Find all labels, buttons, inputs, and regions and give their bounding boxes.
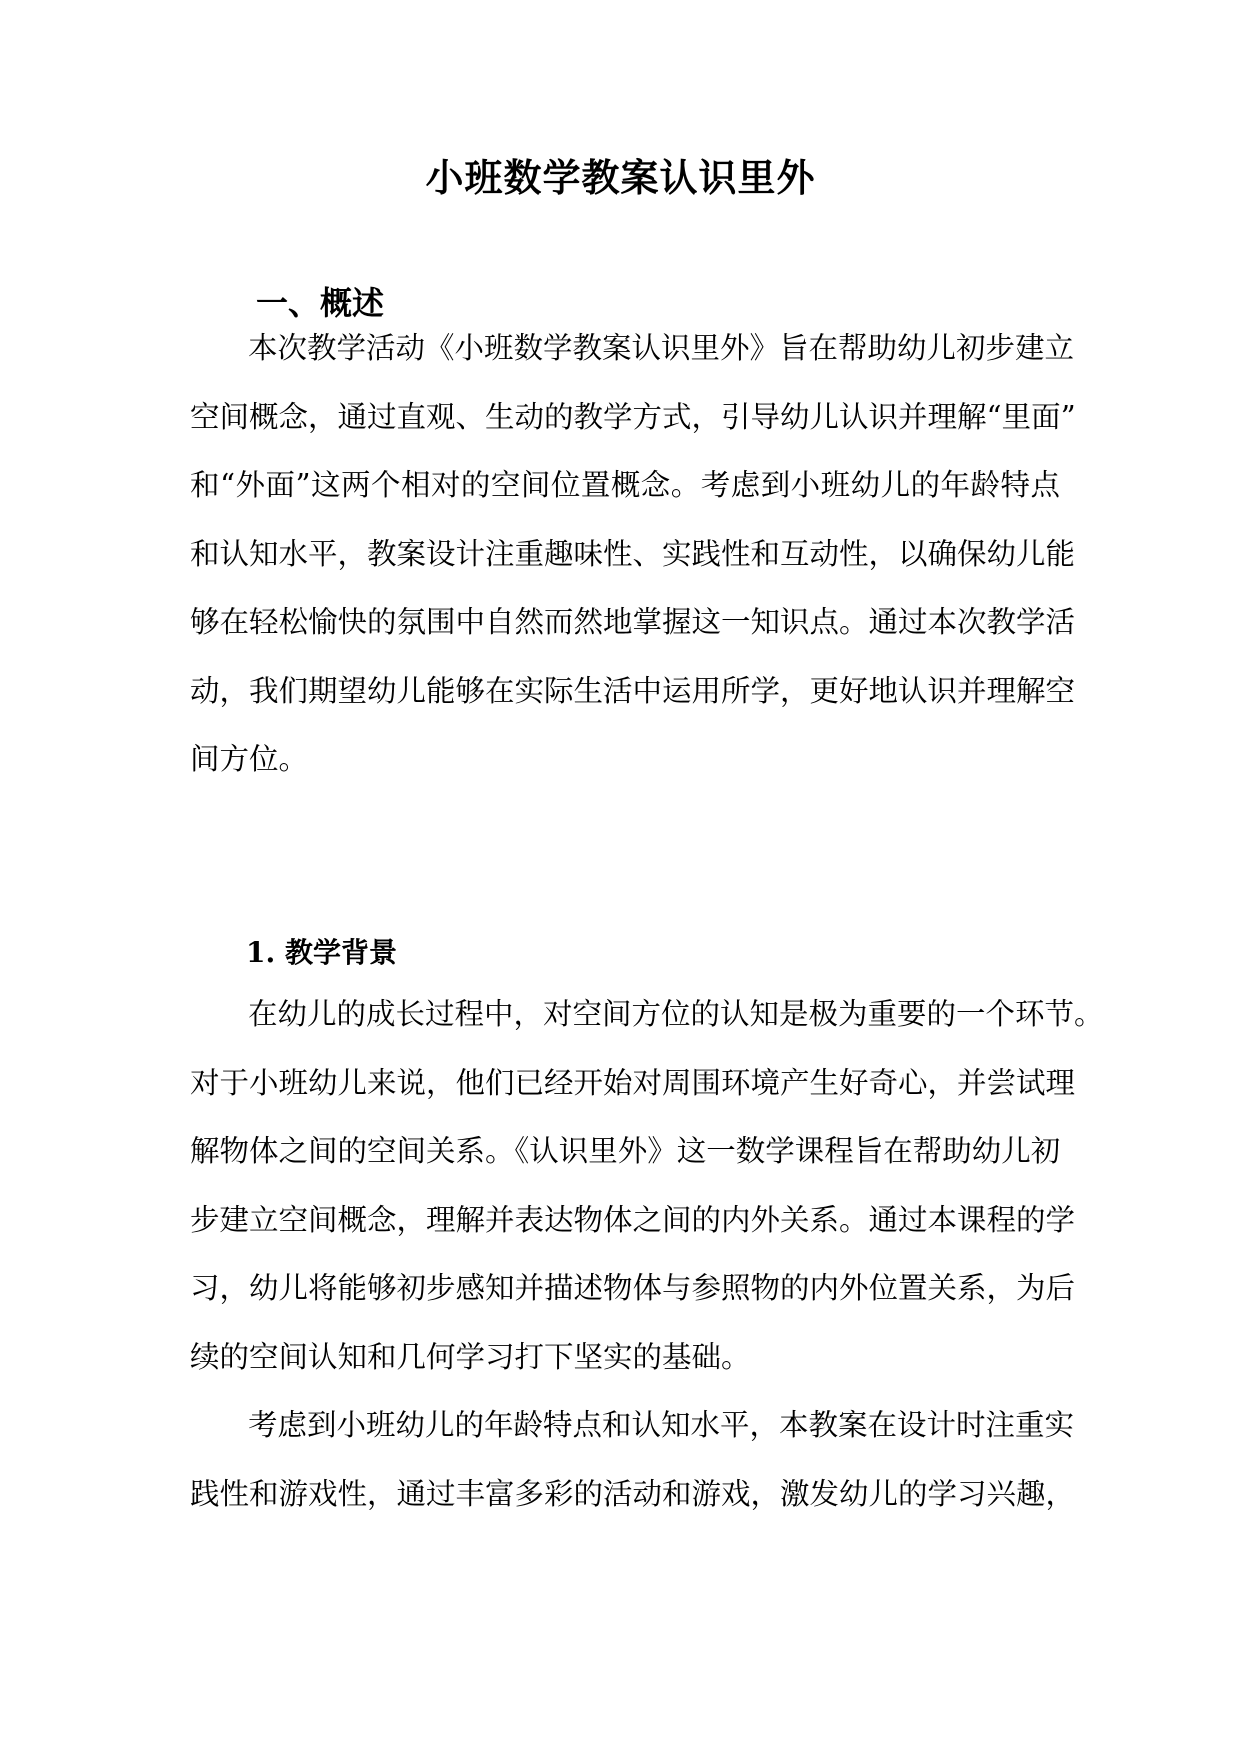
paragraph-line: 动，我们期望幼儿能够在实际生活中运用所学，更好地认识并理解空 xyxy=(190,673,1076,708)
paragraph-overview xyxy=(190,314,1076,794)
section-heading-teaching-background: 1. 教学背景 xyxy=(246,936,397,969)
paragraph-line: 习，幼儿将能够初步感知并描述物体与参照物的内外位置关系，为后 xyxy=(190,1271,1076,1305)
paragraph-line: 步建立空间概念，理解并表达物体之间的内外关系。通过本课程的学 xyxy=(190,1202,1076,1237)
paragraph-line: 和认知水平，教案设计注重趣味性、实践性和互动性，以确保幼儿能 xyxy=(190,536,1076,571)
paragraph-line: 续的空间认知和几何学习打下坚实的基础。 xyxy=(190,1339,751,1374)
paragraph-line: 本次教学活动《小班数学教案认识里外》旨在帮助幼儿初步建立 xyxy=(248,331,1075,365)
paragraph-line: 和“外面”这两个相对的空间位置概念。考虑到小班幼儿的年龄特点 xyxy=(190,468,1060,502)
paragraph-background-1 xyxy=(190,980,1104,1391)
document-title: 小班数学教案认识里外 xyxy=(425,155,816,200)
paragraph-line: 空间概念，通过直观、生动的教学方式，引导幼儿认识并理解“里面” xyxy=(190,399,1076,434)
paragraph-line: 考虑到小班幼儿的年龄特点和认知水平，本教案在设计时注重实 xyxy=(248,1408,1075,1442)
paragraph-line: 践性和游戏性，通过丰富多彩的活动和游戏，激发幼儿的学习兴趣， xyxy=(190,1476,1076,1511)
paragraph-line: 在幼儿的成长过程中，对空间方位的认知是极为重要的一个环节。 xyxy=(248,997,1104,1031)
paragraph-line: 解物体之间的空间关系。《认识里外》这一数学课程旨在帮助幼儿初 xyxy=(190,1134,1061,1168)
paragraph-line: 够在轻松愉快的氛围中自然而然地掌握这一知识点。通过本次教学活 xyxy=(190,605,1076,639)
section-heading-overview: 一、概述 xyxy=(256,284,385,322)
paragraph-background-2 xyxy=(190,1391,1076,1528)
paragraph-line: 间方位。 xyxy=(190,742,309,776)
paragraph-line: 对于小班幼儿来说，他们已经开始对周围环境产生好奇心，并尝试理 xyxy=(190,1065,1076,1100)
